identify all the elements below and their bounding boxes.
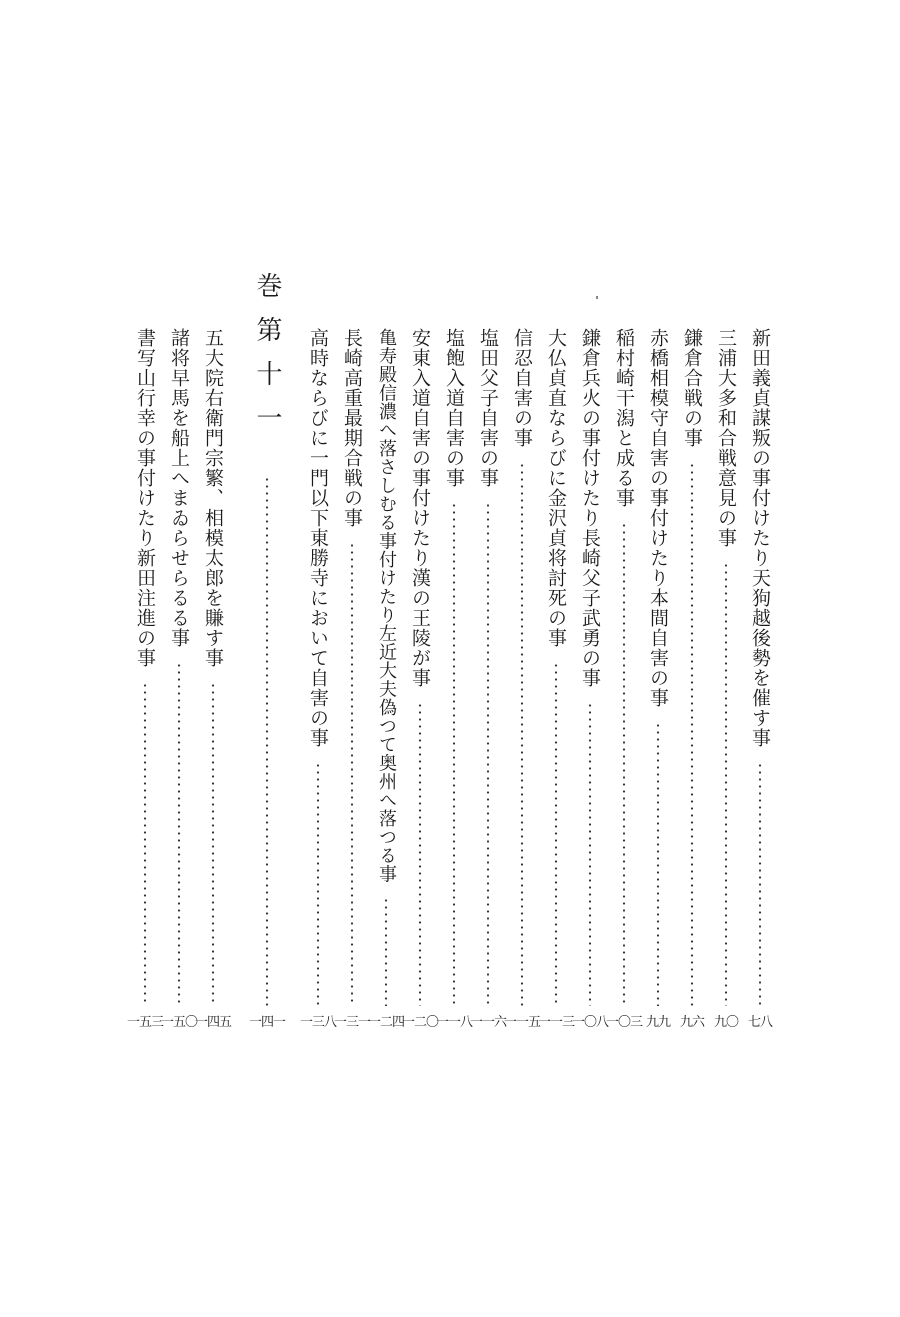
toc-entry [436, 328, 473, 1030]
dot-leader [418, 702, 422, 1006]
toc-entry [643, 328, 673, 1030]
entry-title: 亀寿殿信濃へ落さしむる事付けたり左近大夫偽つて奥州へ落つる事 [376, 328, 397, 883]
toc-entry [538, 328, 575, 1030]
toc-entry [677, 328, 707, 1030]
entry-page: 一三八 [300, 1015, 337, 1030]
entry-page: 七八 [747, 1015, 772, 1030]
dot-leader [622, 522, 626, 1006]
toc-entry [504, 328, 541, 1030]
entry-page: 九九 [645, 1015, 670, 1030]
dot-leader [384, 897, 388, 1006]
toc-entry [606, 328, 643, 1030]
dot-leader [265, 476, 269, 1006]
dot-leader [554, 662, 558, 1006]
toc-entry [195, 328, 232, 1030]
toc-entry [300, 328, 337, 1030]
entry-title: 信忍自害の事 [511, 328, 533, 448]
entry-title: 赤橋相模守自害の事付けたり本間自害の事 [647, 328, 669, 708]
entry-title: 鎌倉合戦の事 [681, 328, 703, 448]
toc-entry [368, 328, 405, 1030]
entry-page: 一五〇 [161, 1015, 198, 1030]
entry-page: 一一五 [504, 1015, 541, 1030]
entry-page: 一四五 [195, 1015, 232, 1030]
dot-leader [724, 562, 728, 1006]
entry-title: 鎌倉兵火の事付けたり長崎父子武勇の事 [579, 328, 601, 688]
entry-title: 大仏貞直ならびに金沢貞将討死の事 [545, 328, 567, 648]
volume-page: 一四一 [249, 1015, 286, 1030]
entry-title: 高時ならびに一門以下東勝寺において自害の事 [307, 328, 329, 748]
dot-leader [143, 682, 147, 1006]
toc-entry [470, 328, 507, 1030]
entry-page: 一〇八 [572, 1015, 609, 1030]
entry-page: 一一三 [538, 1015, 575, 1030]
entry-title: 三浦大多和合戦意見の事 [715, 328, 737, 548]
dot-leader [486, 502, 490, 1006]
entry-title: 長崎高重最期合戦の事 [341, 328, 363, 528]
toc-entry [161, 328, 198, 1030]
dot-leader [177, 662, 181, 1006]
entry-page: 九〇 [713, 1015, 738, 1030]
dot-leader [316, 762, 320, 1006]
entry-page: 一一八 [436, 1015, 473, 1030]
toc-entry [334, 328, 371, 1030]
toc-entry [711, 328, 741, 1030]
entry-title: 安東入道自害の事付けたり漢の王陵が事 [409, 328, 431, 688]
volume-heading [249, 272, 286, 1030]
entry-page: 一一六 [470, 1015, 507, 1030]
entry-title: 塩飽入道自害の事 [443, 328, 465, 488]
entry-page: 九六 [679, 1015, 704, 1030]
entry-title: 五大院右衛門宗繁、相模太郎を賺す事 [202, 328, 224, 668]
entry-title: 塩田父子自害の事 [477, 328, 499, 488]
entry-title: 諸将早馬を船上へまゐらせらるる事 [168, 328, 190, 648]
dot-leader [211, 682, 215, 1006]
entry-page: 一五三 [127, 1015, 164, 1030]
entry-title: 稲村崎干潟と成る事 [613, 328, 635, 508]
dot-leader [588, 702, 592, 1006]
dot-leader [656, 722, 660, 1006]
toc-entry [572, 328, 609, 1030]
toc-entry [402, 328, 439, 1030]
dot-leader [690, 462, 694, 1006]
toc-entry [745, 328, 775, 1030]
entry-page: 一三一 [334, 1015, 371, 1030]
dot-leader [452, 502, 456, 1006]
entry-page: 一二四 [368, 1015, 405, 1030]
entry-title: 新田義貞謀叛の事付けたり天狗越後勢を催す事 [749, 328, 771, 748]
entry-page: 一〇三 [606, 1015, 643, 1030]
page-speck [596, 296, 598, 299]
toc-entry [127, 328, 164, 1030]
dot-leader [520, 462, 524, 1006]
entry-page: 一二〇 [402, 1015, 439, 1030]
dot-leader [758, 762, 762, 1006]
entry-title: 書写山行幸の事付けたり新田注進の事 [134, 328, 156, 668]
dot-leader [350, 542, 354, 1006]
volume-title: 巻第十一 [252, 272, 282, 448]
